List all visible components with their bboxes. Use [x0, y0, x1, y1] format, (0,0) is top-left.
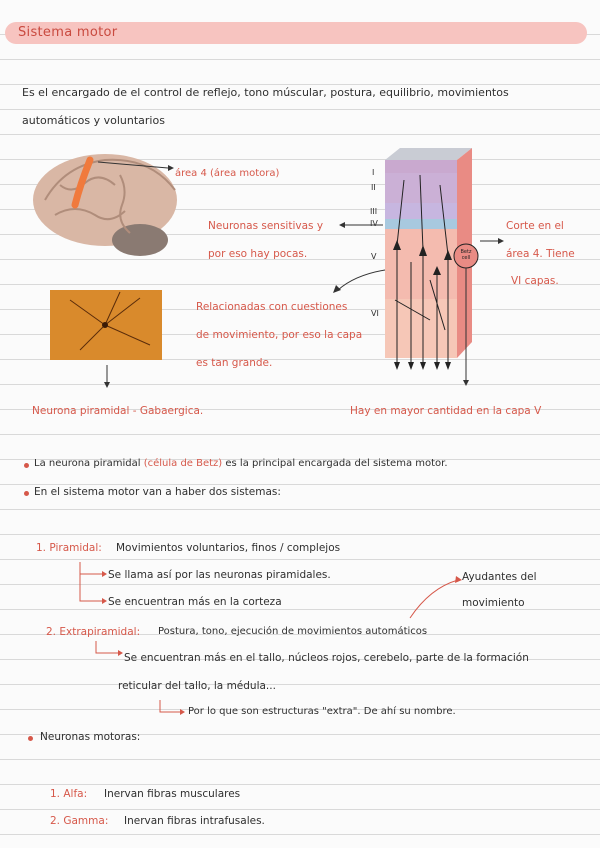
system-1-label: 1. Piramidal: [36, 542, 102, 554]
brain-image [33, 154, 177, 256]
layer-label-3: III [370, 207, 378, 216]
layer-label-1: I [372, 168, 375, 177]
bullet-dot [24, 463, 29, 468]
bullet-dot [28, 736, 33, 741]
related-1: Relacionadas con cuestiones [196, 301, 348, 313]
bullet-2: En el sistema motor van a haber dos sistemas: [34, 486, 281, 498]
motor-1-text: Inervan fibras musculares [104, 788, 241, 800]
layer-label-2: II [371, 183, 376, 192]
bullet-1-prefix: La neurona piramidal [34, 458, 141, 469]
bullet-1-highlight: (célula de Betz) [143, 458, 223, 469]
bullet-1-suffix: es la principal encargada del sistema motor. [225, 458, 448, 469]
layer-label-4: IV [370, 219, 378, 228]
pyramidal-neuron-image [50, 290, 162, 360]
sensitive-neurons-2: por eso hay pocas. [208, 248, 308, 260]
motor-heading: Neuronas motoras: [40, 731, 141, 743]
related-2: de movimiento, por eso la capa [196, 329, 363, 341]
system-2-label: 2. Extrapiramidal: [46, 626, 141, 638]
system-2-sub-1b: reticular del tallo, la médula... [118, 680, 276, 692]
area4-label: área 4 (área motora) [175, 168, 280, 179]
system-2-sub-2: Por lo que son estructuras "extra". De ahí su nombre. [188, 706, 456, 717]
layer-label-5: V [371, 252, 377, 261]
helpers-note-2: movimiento [462, 597, 525, 609]
sensitive-neurons-1: Neuronas sensitivas y [208, 220, 324, 232]
bullet-dot [24, 491, 29, 496]
motor-2-text: Inervan fibras intrafusales. [124, 815, 265, 827]
betz-cell-label: Betz cell [460, 249, 472, 261]
system-1-sub-1: Se llama así por las neuronas piramidales. [108, 569, 331, 581]
page-title: Sistema motor [18, 25, 118, 40]
cut-note-1: Corte en el [506, 220, 564, 232]
cut-note-3: VI capas. [511, 275, 559, 287]
system-2-sub-1: Se encuentran más en el tallo, núcleos rojos, cerebelo, parte de la formación [124, 652, 529, 664]
motor-2-label: 2. Gamma: [50, 815, 109, 827]
system-2-text: Postura, tono, ejecución de movimientos automáticos [158, 626, 428, 637]
layer-label-6: VI [371, 309, 379, 318]
intro-line-2: automáticos y voluntarios [22, 114, 165, 127]
helpers-note-1: Ayudantes del [462, 571, 537, 583]
bullet-1 [34, 458, 448, 469]
pyramidal-caption: Neurona piramidal - Gabaergica. [32, 405, 204, 417]
cut-note-2: área 4. Tiene [506, 248, 575, 260]
intro-line-1: Es el encargado de el control de reflejo, tono múscular, postura, equilibrio, movimientos [22, 86, 509, 99]
layer-v-caption: Hay en mayor cantidad en la capa V [350, 405, 542, 417]
motor-1-label: 1. Alfa: [50, 788, 88, 800]
system-1-text: Movimientos voluntarios, finos / complejos [116, 542, 341, 554]
related-3: es tan grande. [196, 357, 273, 369]
system-1-sub-2: Se encuentran más en la corteza [108, 596, 282, 608]
